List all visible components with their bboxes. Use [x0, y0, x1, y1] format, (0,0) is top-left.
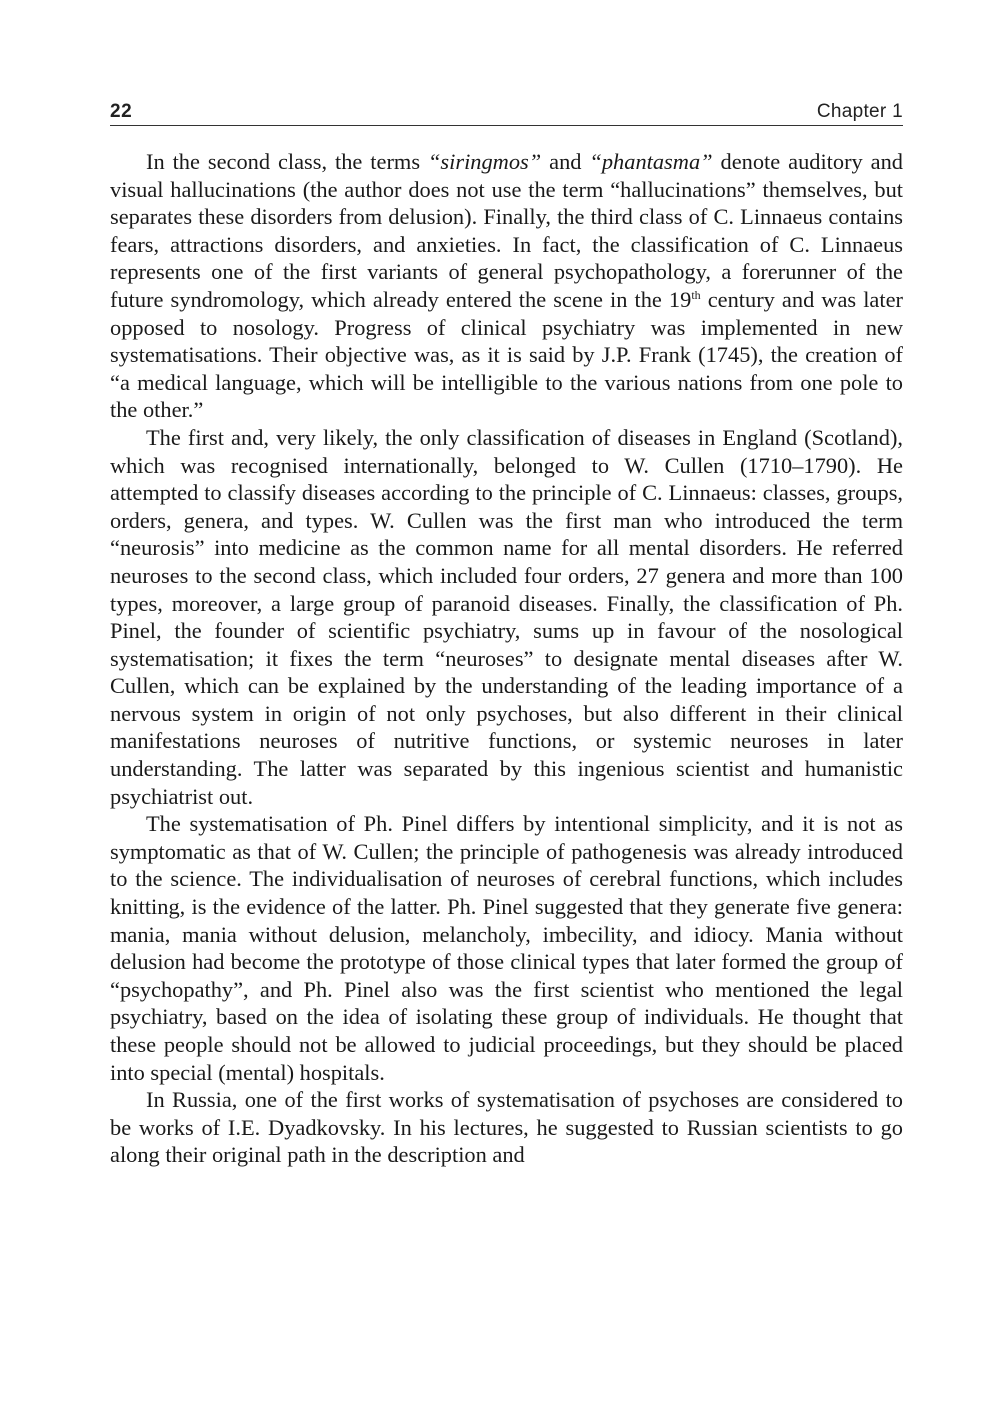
paragraph-3: The systematisation of Ph. Pinel differs by intentional simplicity, and it is not as symptomatic as that of W. Cullen; the principle of pathogenesis was already introduced to the science. The individualisation of neuroses of cerebral functions, which includes knitting, is the evidence of the latter. Ph. Pinel suggested that they generate five genera: mania, mania without delusion, melancholy, imbecility, and idiocy. Mania without delusion had become the prototype of those clinical types that later formed the group of “psychopathy”, and Ph. Pinel also was the first scientist who mentioned the legal psychiatry, based on the idea of isolating these group of individuals. He thought that these people should not be allowed to judicial proceedings, but they should be placed into special (mental) hospitals.	[110, 811, 903, 1085]
paragraph-1-text-c: denote auditory and visual hallucinations (the author does not use the term “hallucinations” themselves, but separates these disorders from delusion). Finally, the third class of C. Linnaeus contains fears, attractions disorders, and anxieties. In fact, the classification of C. Linnaeus represents one of the first variants of general psychopathology, a forerunner of the future syndromology, which already entered the scene in the 19	[110, 149, 903, 312]
page-number: 22	[110, 101, 133, 122]
body-text	[110, 148, 903, 1169]
ordinal-superscript: th	[691, 287, 701, 302]
paragraph-1	[110, 148, 903, 424]
book-page	[110, 95, 903, 1169]
term-siringmos: “siringmos”	[427, 149, 542, 174]
paragraph-1-text-d: century and was later opposed to nosology. Progress of clinical psychiatry was implemented in new systematisations. Their objective was, as it is said by J.P. Frank (1745), the creation of “a medical language, which will be intelligible to the various nations from one pole to the other.”	[110, 286, 903, 423]
paragraph-2: The first and, very likely, the only classification of diseases in England (Scotland), which was recognised internationally, belonged to W. Cullen (1710–1790). He attempted to classify diseases according to the principle of C. Linnaeus: classes, groups, orders, genera, and types. W. Cullen was the first man who introduced the term “neurosis” into medicine as the common name for all mental disorders. He referred neuroses to the second class, which included four orders, 27 genera and more than 100 types, moreover, a large group of paranoid diseases. Finally, the classification of Ph. Pinel, the founder of scientific psychiatry, sums up in favour of the nosological systematisation; it fixes the term “neuroses” to designate mental diseases after W. Cullen, which can be explained by the understanding of the leading importance of a nervous system in origin of not only psychoses, but also different in their clinical manifestations neuroses of nutritive functions, or systemic neuroses in later understanding. The latter was separated by this ingenious scientist and humanistic psychiatrist out.	[110, 424, 903, 809]
paragraph-4: In Russia, one of the first works of systematisation of psychoses are considered to be works of I.E. Dyadkovsky. In his lectures, he suggested to Russian scientists to go along their original path in the description and	[110, 1087, 903, 1168]
paragraph-1-text-b: and	[541, 149, 590, 174]
paragraph-1-text-a: In the second class, the terms	[146, 149, 428, 174]
term-phantasma: “phantasma”	[589, 149, 713, 174]
running-header	[110, 95, 903, 126]
chapter-title: Chapter 1	[816, 101, 903, 122]
